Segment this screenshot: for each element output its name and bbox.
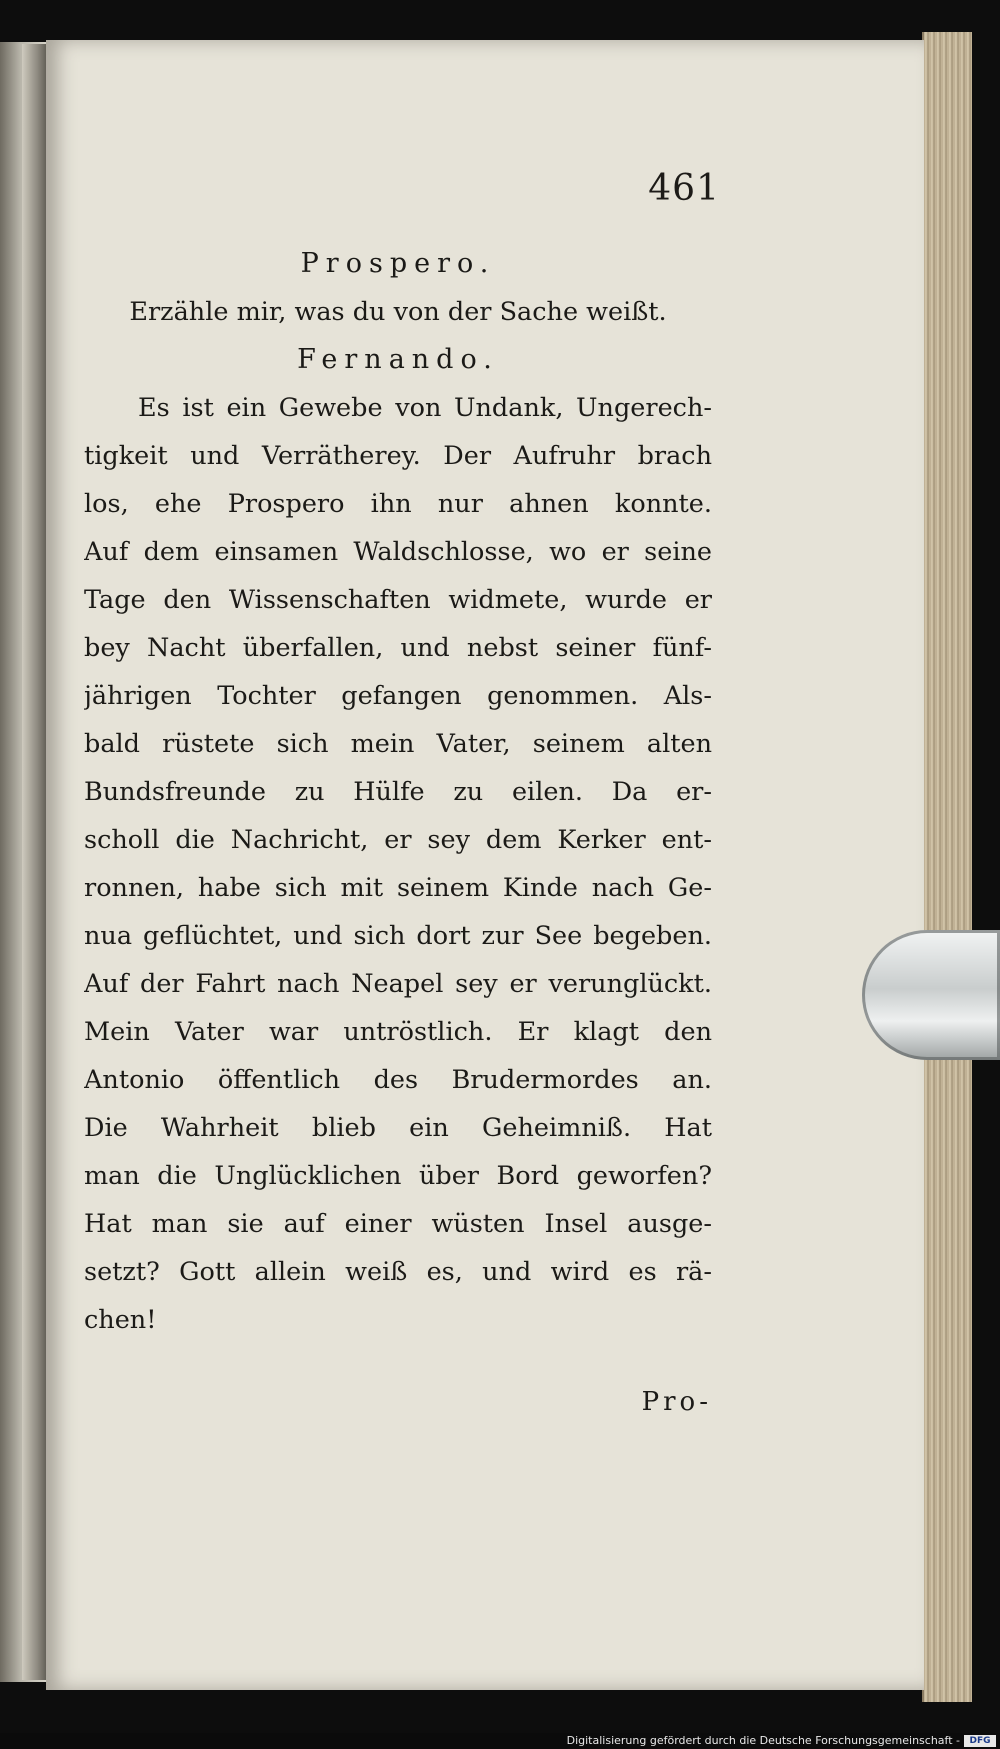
- text-line: bald rüstete sich mein Vater, seinem alten: [84, 729, 712, 759]
- text-line: Erzähle mir, was du von der Sache weißt.: [129, 297, 667, 327]
- page-clip-holder: [862, 930, 1000, 1060]
- text-line: Die Wahrheit blieb ein Geheimniß. Hat: [84, 1113, 712, 1143]
- text-line: Es ist ein Gewebe von Undank, Ungerech-: [138, 393, 712, 423]
- speaker-heading: Prospero.: [300, 248, 496, 279]
- text-line: jährigen Tochter gefangen genommen. Als-: [84, 681, 712, 711]
- text-line: Hat man sie auf einer wüsten Insel ausge-: [84, 1209, 712, 1239]
- text-line: Auf der Fahrt nach Neapel sey er verunglückt.: [84, 969, 712, 999]
- text-line: Mein Vater war untröstlich. Er klagt den: [84, 1017, 712, 1047]
- text-line: Bundsfreunde zu Hülfe zu eilen. Da er-: [84, 777, 712, 807]
- text-block: [84, 240, 712, 1344]
- text-line: ronnen, habe sich mit seinem Kinde nach Ge-: [84, 873, 712, 903]
- text-line: Auf dem einsamen Waldschlosse, wo er seine: [84, 537, 712, 567]
- dfg-logo: DFG: [964, 1735, 996, 1747]
- book-gutter: [22, 44, 48, 1680]
- text-line: los, ehe Prospero ihn nur ahnen konnte.: [84, 489, 712, 519]
- text-line: bey Nacht überfallen, und nebst seiner fünf-: [84, 633, 712, 663]
- text-line: nua geflüchtet, und sich dort zur See begeben.: [84, 921, 712, 951]
- text-line: chen!: [84, 1305, 157, 1335]
- page-stack-edge: [922, 32, 972, 1702]
- text-line: tigkeit und Verrätherey. Der Aufruhr brach: [84, 441, 712, 471]
- page-number: 461: [648, 168, 720, 209]
- text-line: setzt? Gott allein weiß es, und wird es rä-: [84, 1257, 712, 1287]
- catchword: Pro-: [641, 1387, 712, 1417]
- text-line: scholl die Nachricht, er sey dem Kerker ent-: [84, 825, 712, 855]
- speaker-heading: Fernando.: [297, 344, 499, 375]
- text-line: man die Unglücklichen über Bord geworfen?: [84, 1161, 712, 1191]
- digitization-credit: Digitalisierung gefördert durch die Deutsche Forschungsgemeinschaft -: [566, 1734, 960, 1747]
- text-line: Tage den Wissenschaften widmete, wurde er: [84, 585, 712, 615]
- text-line: Antonio öffentlich des Brudermordes an.: [84, 1065, 712, 1095]
